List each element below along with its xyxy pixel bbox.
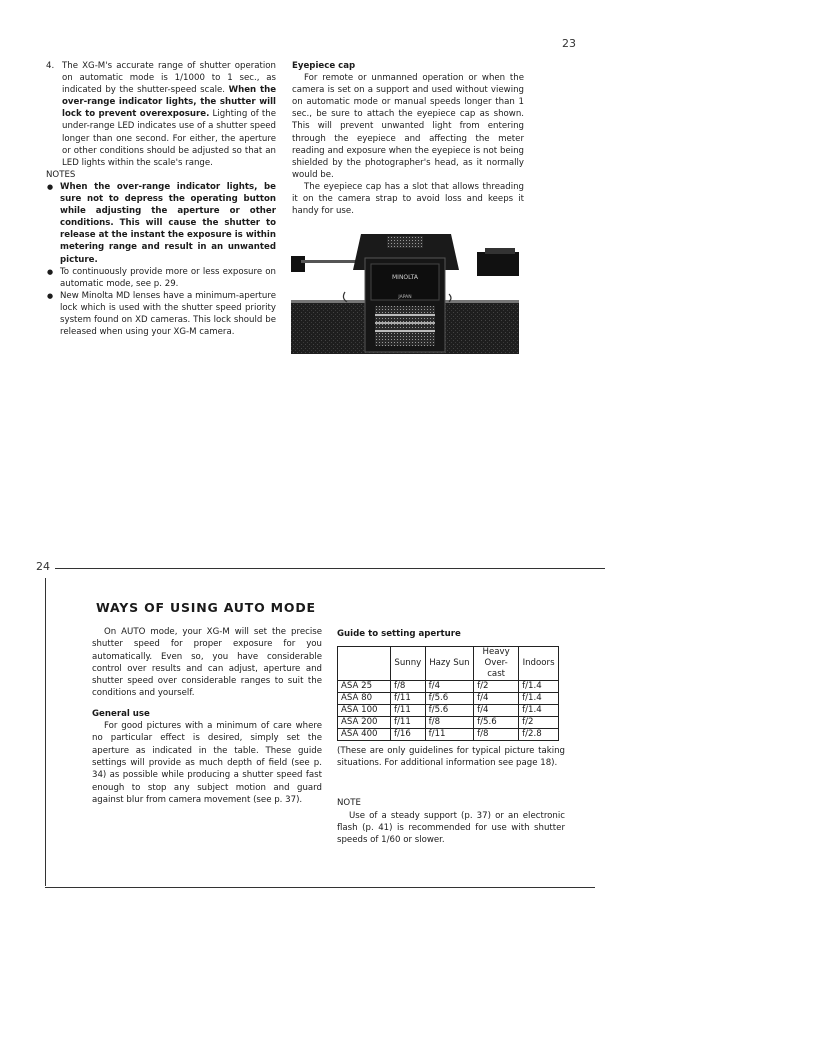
page-number: 23 <box>562 37 576 50</box>
table-cell: f/8 <box>425 716 473 728</box>
table-cell: f/11 <box>391 704 426 716</box>
table-cell: f/5.6 <box>425 692 473 704</box>
table-cell: f/2.8 <box>519 728 559 740</box>
guide-footnote: (These are only guidelines for typical picture taking situations. For additional information see page 18). <box>337 745 565 768</box>
table-cell: f/1.4 <box>519 692 559 704</box>
section-paragraph: For remote or unmanned operation or when the camera is set on a support and used without viewing on automatic mode or manual speeds longer than 1 sec., be sure to attach the eyepiece cap as shown. This will prevent unwanted light from entering through the eyepiece and affecting the meter reading and exposure when the eyepiece is not being shielded by the photographer's head, as it normally would be. <box>292 73 524 180</box>
table-cell: f/11 <box>425 728 473 740</box>
page-number: 24 <box>36 560 50 573</box>
note-block <box>337 797 565 846</box>
section-title: WAYS OF USING AUTO MODE <box>96 600 316 615</box>
table-cell: ASA 25 <box>338 680 391 692</box>
table-header-cell: Heavy Over-cast <box>474 647 519 680</box>
table-cell: f/5.6 <box>474 716 519 728</box>
table-header-cell <box>338 647 391 680</box>
eyepiece-cap-section <box>292 60 524 217</box>
table-row <box>338 704 559 716</box>
table-cell: ASA 80 <box>338 692 391 704</box>
notes-list <box>46 181 276 338</box>
table-cell: ASA 400 <box>338 728 391 740</box>
table-header-cell: Hazy Sun <box>425 647 473 680</box>
aperture-guide-table <box>337 646 559 740</box>
page-border-left <box>45 578 46 886</box>
page-border-top <box>55 568 605 569</box>
table-cell: f/11 <box>391 716 426 728</box>
table-row <box>338 680 559 692</box>
table-header-row <box>338 647 559 680</box>
table-cell: f/16 <box>391 728 426 740</box>
note-paragraph: Use of a steady support (p. 37) or an electronic flash (p. 41) is recommended for use with shutter speeds of 1/60 or slower. <box>337 810 565 846</box>
item-text-intro: The XG-M's accurate range of shutter operation on automatic mode is 1/1000 to 1 sec., as indicated by the shutter-speed scale. <box>62 61 276 96</box>
instruction-item-4 <box>46 60 276 169</box>
note-item: ● New Minolta MD lenses have a minimum-aperture lock which is used with the shutter speed priority system found on XD cameras. This lock should be released when using your XG-M camera. <box>46 290 276 338</box>
table-cell: f/4 <box>474 704 519 716</box>
table-cell: ASA 100 <box>338 704 391 716</box>
item-text-warning: When the over-range indicator lights, the shutter will lock to prevent overexposure. <box>62 85 277 120</box>
table-cell: f/1.4 <box>519 680 559 692</box>
camera-illustration <box>291 230 519 354</box>
note-item: ● To continuously provide more or less exposure on automatic mode, see p. 29. <box>46 266 276 290</box>
table-cell: f/2 <box>519 716 559 728</box>
camera-eyepiece-photo <box>291 230 519 354</box>
table-header-cell: Sunny <box>391 647 426 680</box>
item-text-detail: Lighting of the under-range LED indicates use of a shutter speed longer than one second. For either, the aperture or other conditions should be adjusted so that an LED lights within the scale's range. <box>62 109 276 168</box>
general-use-heading: General use <box>92 708 150 719</box>
table-cell: f/4 <box>474 692 519 704</box>
table-cell: f/5.6 <box>425 704 473 716</box>
guide-heading: Guide to setting aperture <box>337 629 461 639</box>
table-row <box>338 728 559 740</box>
table-cell: f/2 <box>474 680 519 692</box>
note-heading: NOTE <box>337 798 361 809</box>
note-item: ● When the over-range indicator lights, be sure not to depress the operating button while adjusting the aperture or other conditions. This will cause the shutter to release at the instant the exposure is within metering range and result in an unwanted picture. <box>46 181 276 266</box>
section-heading: Eyepiece cap <box>292 61 356 71</box>
table-row <box>338 692 559 704</box>
auto-mode-column <box>92 626 322 806</box>
brand-logo-text: MINOLTA <box>392 274 418 281</box>
table-cell: f/8 <box>391 680 426 692</box>
origin-text: JAPAN <box>398 295 412 300</box>
general-use-paragraph: For good pictures with a minimum of care where no particular effect is desired, simply set the aperture as indicated in the table. These guide settings will provide as much depth of field (see p. 34) as possible while producing a shutter speed fast enough to stop any subject motion and guard against blur from camera movement (see p. 37). <box>92 721 322 805</box>
aperture-guide-column <box>337 628 565 846</box>
table-cell: f/1.4 <box>519 704 559 716</box>
item-number: 4. <box>46 61 55 71</box>
table-cell: f/11 <box>391 692 426 704</box>
item-text <box>62 60 276 169</box>
table-header-cell: Indoors <box>519 647 559 680</box>
instructions-column <box>46 60 276 338</box>
notes-heading: NOTES <box>46 169 76 180</box>
table-row <box>338 716 559 728</box>
table-cell: f/4 <box>425 680 473 692</box>
section-paragraph: The eyepiece cap has a slot that allows threading it on the camera strap to avoid loss and keeps it handy for use. <box>292 181 524 217</box>
page-border-bottom <box>45 887 595 888</box>
table-cell: ASA 200 <box>338 716 391 728</box>
intro-paragraph: On AUTO mode, your XG-M will set the precise shutter speed for proper exposure for you automatically. Even so, you have considerable control over results and can adjust, aperture and shutter speed over considerable ranges to suit the conditions and yourself. <box>92 627 322 699</box>
table-cell: f/8 <box>474 728 519 740</box>
